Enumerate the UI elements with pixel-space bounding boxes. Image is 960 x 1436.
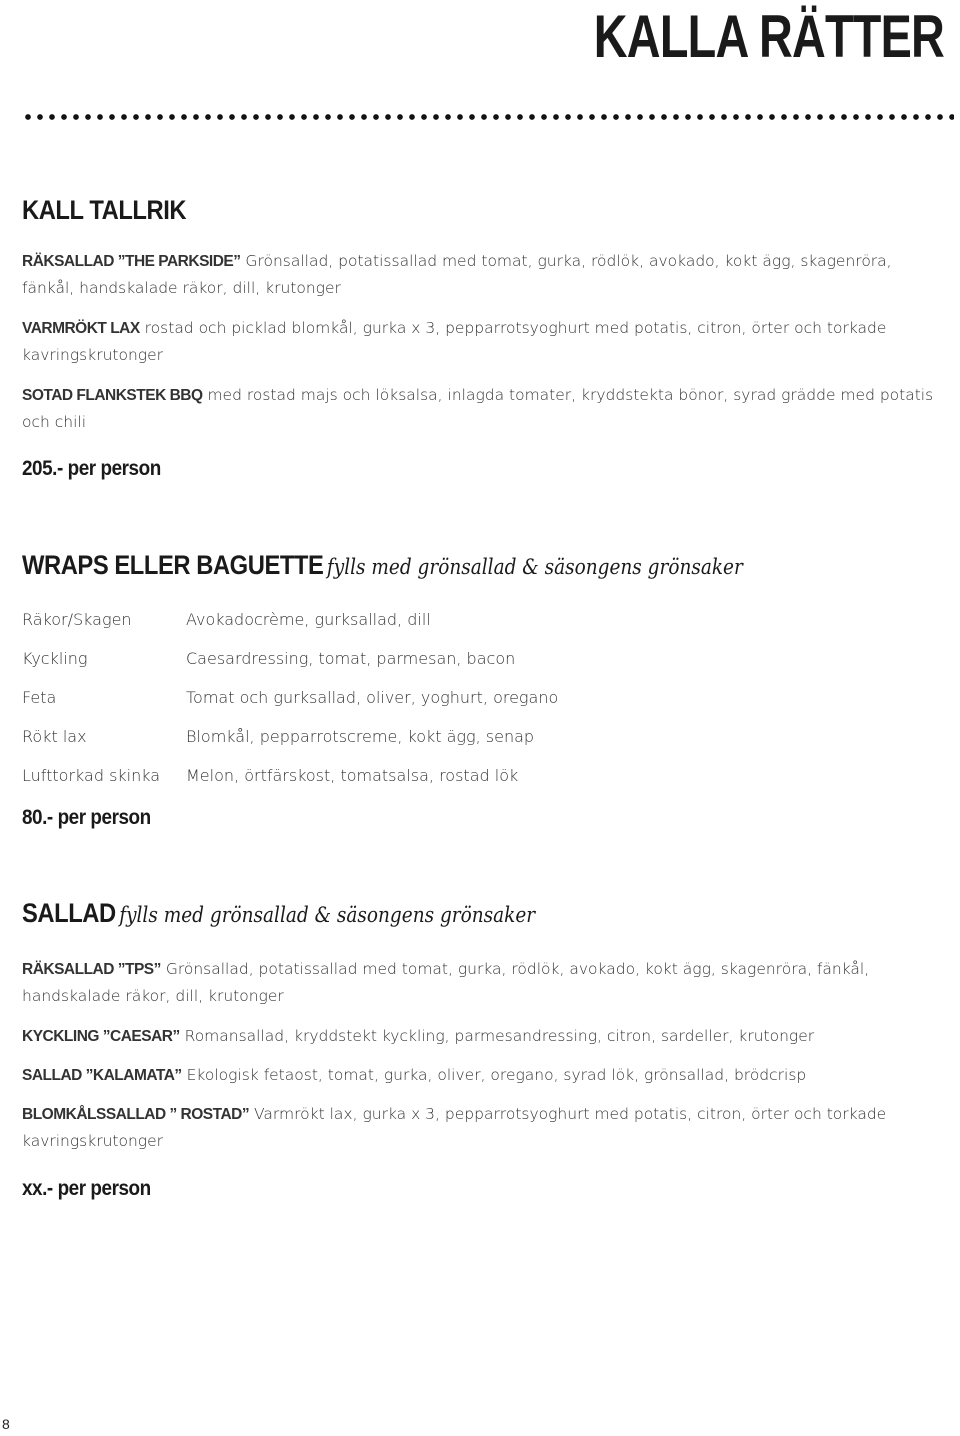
section-heading-kall-tallrik: KALL TALLRIK bbox=[22, 195, 187, 225]
page-number: 8 bbox=[2, 1416, 10, 1432]
wrap-name: Rökt lax bbox=[22, 727, 87, 746]
item-name: RÄKSALLAD ”THE PARKSIDE” bbox=[22, 253, 241, 270]
menu-item bbox=[22, 248, 937, 302]
menu-item bbox=[22, 315, 937, 369]
section-heading-text: SALLAD bbox=[22, 898, 116, 928]
item-name: KYCKLING ”CAESAR” bbox=[22, 1028, 180, 1045]
item-name: SALLAD ”KALAMATA” bbox=[22, 1067, 182, 1084]
section-heading-text: WRAPS ELLER BAGUETTE bbox=[22, 550, 324, 580]
wrap-description: Tomat och gurksallad, oliver, yoghurt, oregano bbox=[186, 688, 559, 707]
item-description: rostad och picklad blomkål, gurka x 3, pepparrotsyoghurt med potatis, citron, örter och torkade kavringskrutonger bbox=[22, 319, 887, 364]
item-description: Grönsallad, potatissallad med tomat, gurka, rödlök, avokado, kokt ägg, skagenröra, fänkål, handskalade räkor, dill, krutonger bbox=[22, 960, 870, 1005]
menu-item bbox=[22, 382, 937, 436]
item-name: RÄKSALLAD ”TPS” bbox=[22, 961, 161, 978]
wrap-description: Caesardressing, tomat, parmesan, bacon bbox=[186, 649, 516, 668]
item-description: Varmrökt lax, gurka x 3, pepparrotsyoghurt med potatis, citron, örter och torkade kavringskrutonger bbox=[22, 1105, 887, 1150]
list-item bbox=[22, 649, 922, 673]
section-heading-wraps bbox=[22, 550, 743, 581]
section-subheading: fylls med grönsallad & säsongens grönsaker bbox=[119, 903, 536, 927]
wrap-name: Lufttorkad skinka bbox=[22, 766, 161, 785]
list-item bbox=[22, 688, 922, 712]
item-description: Romansallad, kryddstekt kyckling, parmesandressing, citron, sardeller, krutonger bbox=[179, 1027, 815, 1045]
price-sallad: xx.- per person bbox=[22, 1177, 151, 1200]
wrap-name: Kyckling bbox=[22, 649, 88, 668]
menu-item bbox=[22, 1101, 937, 1155]
item-description: Grönsallad, potatissallad med tomat, gurka, rödlök, avokado, kokt ägg, skagenröra, fänkål, handskalade räkor, dill, krutonger bbox=[22, 252, 892, 297]
list-item bbox=[22, 766, 922, 790]
wrap-name: Feta bbox=[22, 688, 57, 707]
list-item bbox=[22, 727, 922, 751]
item-description: med rostad majs och löksalsa, inlagda tomater, kryddstekta bönor, syrad grädde med potatis och chili bbox=[22, 386, 934, 431]
price-kall-tallrik: 205.- per person bbox=[22, 457, 161, 480]
dotted-divider bbox=[22, 112, 954, 122]
item-name: VARMRÖKT LAX bbox=[22, 320, 140, 337]
menu-item bbox=[22, 956, 937, 1010]
wrap-name: Räkor/Skagen bbox=[22, 610, 132, 629]
item-description: Ekologisk fetaost, tomat, gurka, oliver, oregano, syrad lök, grönsallad, brödcrisp bbox=[181, 1066, 807, 1084]
menu-item bbox=[22, 1062, 937, 1089]
page-title: KALLA RÄTTER bbox=[593, 3, 944, 70]
price-wraps: 80.- per person bbox=[22, 806, 151, 829]
wrap-description: Blomkål, pepparrotscreme, kokt ägg, senap bbox=[186, 727, 535, 746]
section-subheading: fylls med grönsallad & säsongens grönsaker bbox=[326, 555, 743, 579]
wrap-description: Melon, örtfärskost, tomatsalsa, rostad lök bbox=[186, 766, 519, 785]
list-item bbox=[22, 610, 922, 634]
wrap-description: Avokadocrème, gurksallad, dill bbox=[186, 610, 431, 629]
item-name: SOTAD FLANKSTEK BBQ bbox=[22, 387, 203, 404]
item-name: BLOMKÅLSSALLAD ” ROSTAD” bbox=[22, 1106, 250, 1123]
menu-item bbox=[22, 1023, 937, 1050]
section-heading-sallad bbox=[22, 898, 535, 929]
